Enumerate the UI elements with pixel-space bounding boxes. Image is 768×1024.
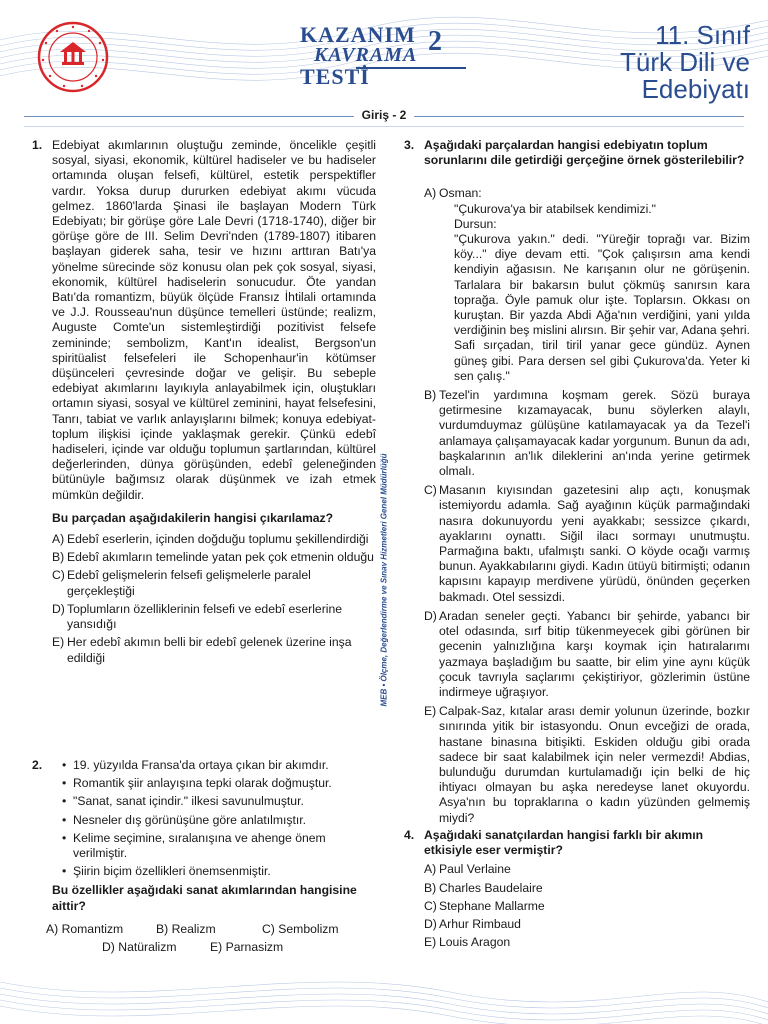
list-item: • 19. yüzyılda Fransa'da ortaya çıkan bir akımdır. — [60, 758, 376, 773]
answer-option-c[interactable]: C) Masanın kıyısından gazetesini alıp açtı, konuşmak istemiyordu adamla. Sağ ayağının küçük parmağındaki nasıra dokunuyordu yeni ayakkabı; sessizce çıkardı, ayaklarını oynattı. Siğil ilacı sormayı unutmuştu. Parmağına baktı, ufalmıştı sanki. O köyde ocağı varmış bunun. Ayakkabılarını giydi. Kadın ütüyü bitirmişti; odanın kapısını kapayıp merdivene yürüdü, önünden geçerken bakmadı. Otel sessizdi. — [424, 483, 750, 604]
answer-option-d[interactable]: D) Aradan seneler geçti. Yabancı bir şehirde, yabancı bir otel odasında, sırf bitip tükenmeyecek gibi görünen bir gecenin yalnızlığına karşı koymak için hatıralarımı yazmaya başladığım bu saatte, bir elim yine aynı küçük çocuk tavrıyla saçlarımı çekiştiriyor, gözlerimin üstüne indirmeye uğraşıyor. — [424, 608, 750, 699]
ministry-seal-icon — [36, 20, 110, 94]
answer-option-a[interactable]: A) Osman: "Çukurova'ya bir atabilsek kendimizi." Dursun: "Çukurova yakın." dedi. "Yüreğir toprağı var. Bizim köy..." diye devam etti. "Çok çalışırsın ama kendi kendiyin ağasısın. Ne karışanın olur ne görüşenin. Tarlalara bir bakarsın bulut çökmüş sanırsın kara toprağa. Öyle pamuk olur işte. Toplarsın. Okkası on kuruştan. Bir yazda Abdi Ağa'nın verdiğini, yani yılda verdiğinin beş mislini alırsın. Bir şehir var, Adana şehri. Safi sırçadan, tiril tiril yanar gece gündüz. Aynen güneş gibi. Para dersen sel gibi Çukurova'da. Yeter ki sen çalış." — [424, 186, 750, 383]
subject-title — [620, 22, 750, 103]
answer-option-d[interactable]: D) Toplumların özelliklerinin felsefi ve edebî eserlerine yansıdığı — [52, 601, 343, 632]
answer-option-b[interactable]: B) Realizm — [156, 921, 216, 936]
answer-option-a[interactable]: A) Edebî eserlerin, içinden doğduğu toplumu şekillendirdiği — [52, 532, 369, 547]
kazanim-kavrama-testi-logo — [296, 18, 480, 88]
question-number: 3. — [404, 138, 415, 152]
answer-option-c[interactable]: C) Sembolizm — [262, 921, 339, 936]
left-column — [32, 138, 376, 955]
answer-option-d[interactable]: D) Natüralizm — [102, 940, 177, 955]
list-item: • Kelime seçimine, sıralanışına ve ahenge önem verilmiştir. — [60, 831, 376, 861]
subject-line-2: Edebiyatı — [641, 74, 750, 104]
answer-option-e[interactable]: E) Parnasizm — [210, 940, 284, 955]
logo-word-testi: TESTİ — [300, 64, 370, 89]
logo-word-kazanim: KAZANIM — [300, 22, 416, 47]
answer-options — [46, 921, 376, 955]
list-item: • Nesneler dış görünüşüne göre anlatılmıştır. — [60, 813, 376, 828]
list-item: • Şiirin biçim özellikleri önemsenmiştir. — [60, 864, 376, 879]
answer-option-c[interactable]: C) Edebî gelişmelerin felsefi gelişmelerle paralel gerçekleştiği — [52, 568, 311, 598]
test-number: 2 — [428, 26, 442, 57]
side-publisher-text: MEB • Ölçme, Değerlendirme ve Sınav Hizmetleri Genel Müdürlüğü — [379, 453, 389, 707]
decorative-wave-bottom — [0, 962, 768, 1024]
question-number: 2. — [32, 758, 43, 772]
question-3 — [404, 138, 750, 826]
subject-line-1: Türk Dili ve — [619, 47, 750, 77]
header-rule-bottom — [24, 126, 744, 127]
dialogue-line: "Çukurova'ya bir atabilsek kendimizi." — [454, 201, 656, 216]
logo-word-kavrama: KAVRAMA — [314, 44, 418, 66]
answer-option-a[interactable]: A) Paul Verlaine — [424, 862, 511, 877]
question-stem: Bu parçadan aşağıdakilerin hangisi çıkarılamaz? — [52, 510, 334, 525]
list-item: • Romantik şiir anlayışına tepki olarak doğmuştur. — [60, 776, 376, 791]
answer-option-c[interactable]: C) Stephane Mallarme — [424, 898, 545, 913]
dialogue-text: "Çukurova yakın." dedi. "Yüreğir toprağı var. Bizim köy..." diye devam etti. "Çok çalışırsın ama kendi kendiyin ağasısın. Ne karışanın olur ne görüşenin. Tarlalara bir bakarsın bulut çökmüş sanırsın kara toprağa. Öyle pamuk olur işte. Toplarsın. Okkası on kuruştan. Bir yazda Abdi Ağa'nın verdiğini, yani yılda verdiğinin beş mislini alırsın. Bir şehir var, Adana şehri. Safi sırçadan, tiril tiril yanar gece gündüz. Aynen güneş gibi. Para dersen sel gibi Çukurova'da. Yeter ki sen çalış." — [454, 232, 750, 383]
answer-option-e[interactable]: E) Her edebî akımın belli bir edebî gelenek üzerine inşa edildiği — [52, 635, 352, 665]
question-stem: Aşağıdaki sanatçılardan hangisi farklı bir akımın etkisiyle eser vermiştir? — [424, 828, 704, 858]
logo-underline — [356, 67, 466, 69]
list-item: • "Sanat, sanat içindir." ilkesi savunulmuştur. — [60, 794, 376, 809]
question-passage: Edebiyat akımlarının oluştuğu zeminde, öncelikle çeşitli sosyal, siyasi, ekonomik, kültürel hadiseler ve bu hadiseler ortamında oluşan felsefi, kültürel, estetik perspektifler vardır. Yoksa durup dururken edebiyat akımı vücuda gelmez. 1860'larda Şinasi ile başlayan Modern Türk Edebiyatı; bir görüşe göre Lale Devri (1718-1740), diğer bir görüşe göre de III. Selim Devri'nden (1789-1807) itibaren başlayan giderek saha, tesir ve hızını arttıran Batı'ya yönelme sürecinde söz konusu olan pek çok sosyal, siyasi, ekonomik, kültürel hadiselerin sonucudur. Öte yandan Batı'da romantizm, büyük ölçüde Fransız İhtilali ortamında ve J.J. Rousseau'nun düşünce temelleri üstünde; realizm, Auguste Comte'un sistemleştirdiği pozitivist felsefe zemininde; sembolizm, Kant'ın idealist, Bergson'un spiritüalist felsefeleri ile Schopenhaur'in kötümser düşünceleri çevresinde doğar ve gelişir. Bu sebeple edebiyat akımlarını layıkıyla anlayabilmek için, oluştukları ortamın siyasi, sosyal ve kültürel zeminini, hayat felsefesini, Tanrı, tabiat ve varlık anlayışlarını bilmek; konuya edebiyat-toplum ilişkisi içinde yaklaşmak gerekir. Çünkü edebî hadiseleri, içinde var olduğu toplumun şartlarından, kültürel değerlerinden, dünya görüşünden, edebî geleneğinden bütünüyle bağımsız olarak düşünmek ve izah etmek mümkün değildir. — [52, 138, 376, 502]
question-stem: Aşağıdaki parçalardan hangisi edebiyatın toplum sorunlarını dile getirdiği gerçeğine örnek gösterilebilir? — [424, 138, 745, 168]
question-2 — [32, 758, 376, 955]
right-column — [404, 138, 750, 950]
grade-label: 11. Sınıf — [655, 20, 750, 50]
section-title: Giriş - 2 — [361, 108, 407, 122]
answer-option-e[interactable]: E) Louis Aragon — [424, 935, 511, 950]
question-stem: Bu özellikler aşağıdaki sanat akımlarından hangisine aittir? — [52, 883, 357, 913]
speaker-label: Dursun: — [454, 216, 497, 231]
answer-option-b[interactable]: B) Edebî akımların temelinde yatan pek çok etmenin olduğu — [52, 550, 374, 565]
answer-option-d[interactable]: D) Arhur Rimbaud — [424, 917, 521, 932]
answer-option-b[interactable]: B) Tezel'in yardımına koşmam gerek. Sözü buraya getirmesine kızamayacak, bunu söylerken alaylı, vurdumduymaz gülüşüne katılamayacak ya da Tezel'i anlamaya çalışamayacak kadar yorgunum. Bunun da adı, başkalarının an'lık dileklerini an'ında yerine getirmek olmalı. — [424, 388, 750, 479]
answer-option-a[interactable]: A) Romantizm — [46, 921, 124, 936]
question-number: 1. — [32, 138, 43, 152]
question-1 — [32, 138, 376, 666]
feature-list — [52, 758, 376, 879]
answer-option-e[interactable]: E) Calpak-Saz, kıtalar arası demir yolunun üzerinde, bozkır sınırında yitik bir istasyondu. Onun evceğizi de orada, hastane binasına bitişikti. Eskiden olduğu gibi orada sadece bir saat kalabilmek için neler vermezdi! Abdias, bulunduğu durumdan kurtulamadığı için belki de hiç ihtiyacı olmayan bu aşka neredeyse lanet okuyordu. Asya'nın bu topraklarına o kadın yüzünden gelmemiş miydi? — [424, 704, 750, 825]
question-number: 4. — [404, 828, 415, 842]
question-4 — [404, 828, 750, 950]
answer-option-b[interactable]: B) Charles Baudelaire — [424, 880, 543, 895]
speaker-label: Osman: — [439, 186, 482, 201]
